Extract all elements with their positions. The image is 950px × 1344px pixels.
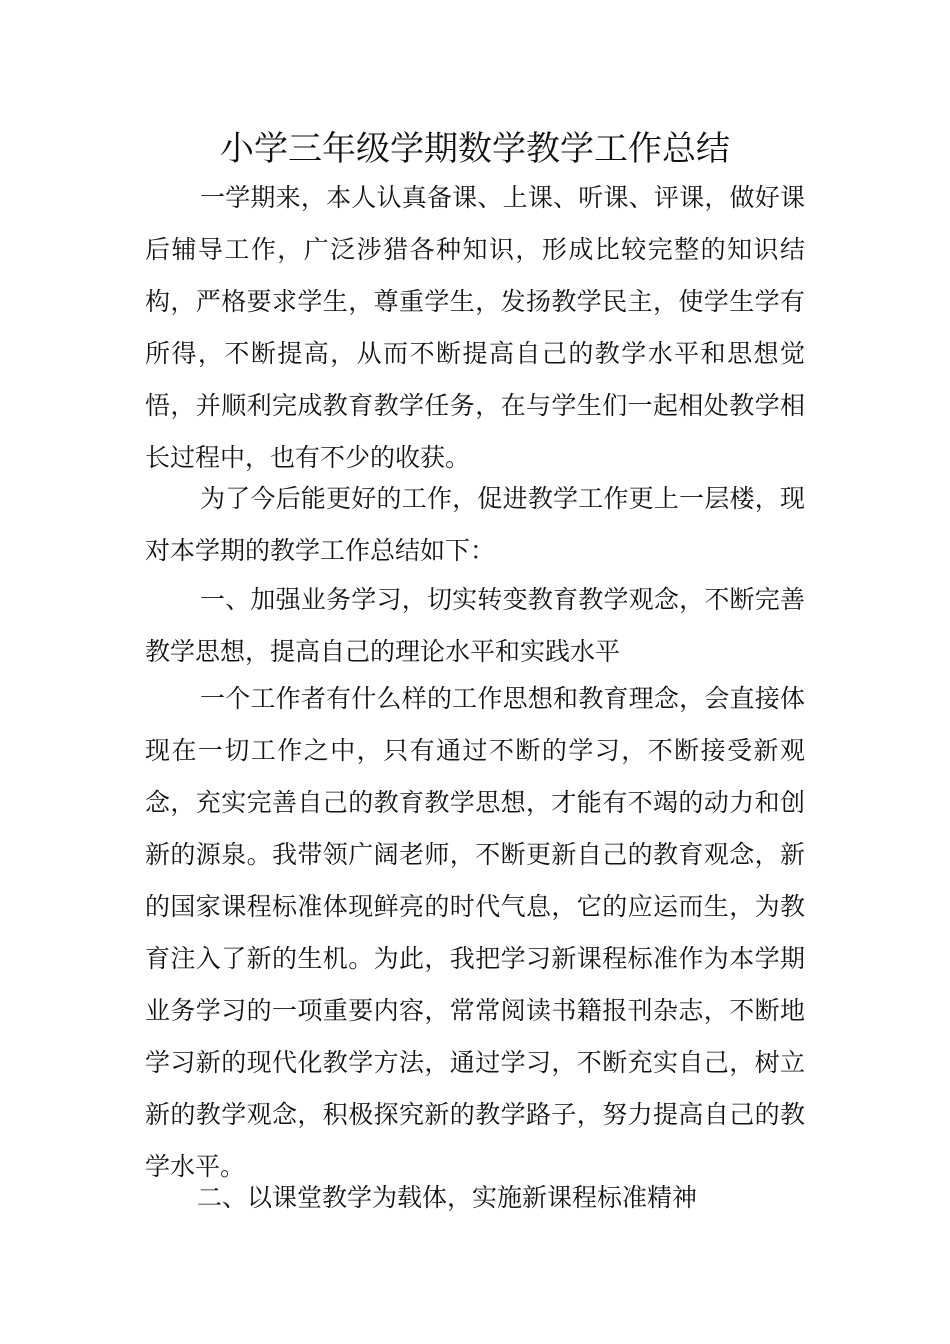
section-heading-1: 一、加强业务学习，切实转变教育教学观念，不断完善教学思想，提高自己的理论水平和实践水平 [145,585,805,666]
paragraph-section-1-body: 一个工作者有什么样的工作思想和教育理念，会直接体现在一切工作之中，只有通过不断的学习，不断接受新观念，充实完善自己的教育教学思想，才能有不竭的动力和创新的源泉。我带领广阔老师，不断更新自己的教育观念，新的国家课程标准体现鲜亮的时代气息，它的应运而生，为教育注入了新的生机。为此，我把学习新课程标准作为本学期业务学习的一项重要内容，常常阅读书籍报刊杂志，不断地学习新的现代化教学方法，通过学习，不断充实自己，树立新的教学观念，积极探究新的教学路子，努力提高自己的教学水平。 [145,684,805,1181]
paragraph-intro: 一学期来，本人认真备课、上课、听课、评课，做好课后辅导工作，广泛涉猎各种知识，形成比较完整的知识结构，严格要求学生，尊重学生，发扬教学民主，使学生学有所得，不断提高，从而不断提高自己的教学水平和思想觉悟，并顺利完成教育教学任务，在与学生们一起相处教学相长过程中，也有不少的收获。 [145,183,805,472]
document-title: 小学三年级学期数学教学工作总结 [220,129,730,169]
section-heading-2: 二、以课堂教学为载体，实施新课程标准精神 [197,1183,698,1212]
paragraph-purpose: 为了今后能更好的工作，促进教学工作更上一层楼，现对本学期的教学工作总结如下： [145,484,805,565]
